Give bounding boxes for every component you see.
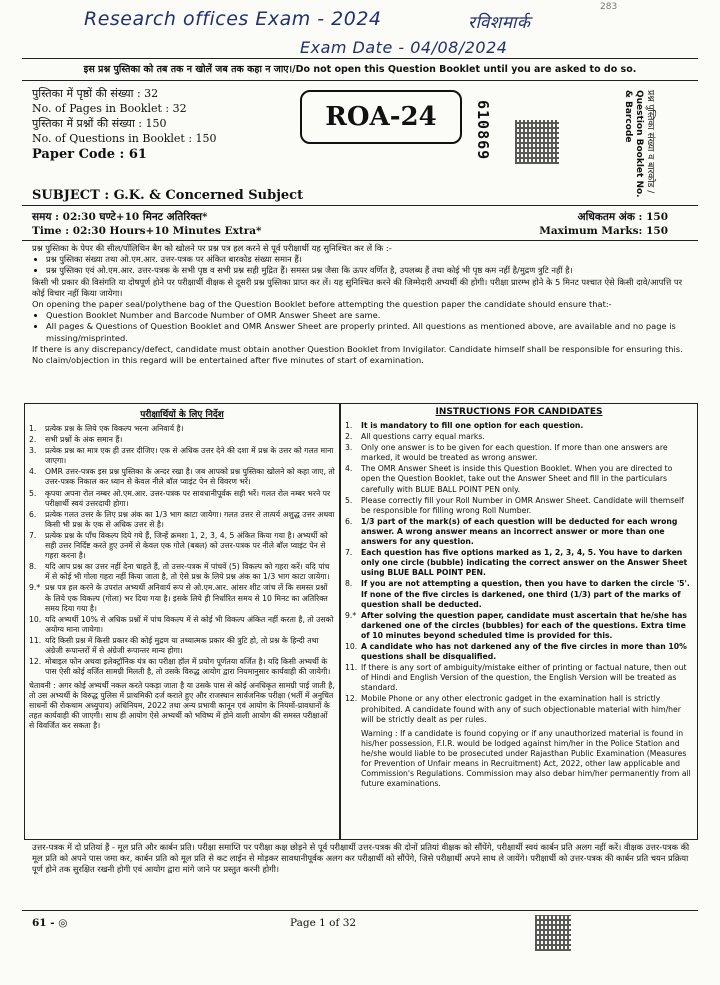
english-instruction-item-12 [345,694,691,724]
footer-rule [22,910,698,911]
questions-english: No. of Questions in Booklet : 150 [32,132,217,145]
hindi-instructions-list [25,424,339,677]
hindi-instruction-item-4 [29,467,335,487]
english-instruction-item-1 [345,421,691,431]
hindi-instruction-item-text: प्रत्येक प्रश्न के पाँच विकल्प दिये गये हैं, जिन्हें क्रमशः 1, 2, 3, 4, 5 अंकित किया गया है। अभ्यर्थी को सही उत्तर निर्दिष्ट करते हुए उनमें से केवल एक गोले (बबल) को उत्तर-पत्रक पर नीले बॉल प्वाइंट पेन से गहरा करना है। [45,530,328,561]
english-instruction-item-10 [345,642,691,662]
english-instruction-item-8 [345,579,691,609]
english-instructions-title: INSTRUCTIONS FOR CANDIDATES [435,407,603,417]
hindi-instructions-box [24,403,340,840]
hindi-instruction-item-number: 12. [29,657,42,667]
booklet-meta [32,86,217,162]
english-instruction-item-number: 3. [345,443,353,453]
hindi-instruction-item-7 [29,531,335,561]
hindi-instruction-item-text: यदि किसी प्रश्न में किसी प्रकार की कोई मुद्रण या तथ्यात्मक प्रकार की त्रुटि हो, तो प्रश्न के हिन्दी तथा अंग्रेजी रूपान्तरों में से अंग्रेजी रूपान्तर मान्य होगा। [45,635,319,655]
barcode-label-english: Question Booklet No. & Barcode [623,90,644,198]
english-instruction-item-4 [345,464,691,494]
english-instruction-item-text: After solving the question paper, candidate must ascertain that he/she has darkened one of the circles (bubbles) for each of the questions. Extra time of 10 minutes beyond scheduled time is provided for this. [361,610,687,640]
hindi-instruction-item-text: OMR उत्तर-पत्रक इस प्रश्न पुस्तिका के अन्दर रखा है। जब आपको प्रश्न पुस्तिका खोलने को कहा जाए, तो उत्तर-पत्रक निकाल कर ध्यान से केवल नीले बॉल प्वाइंट पेन से विवरण भरें। [45,467,335,487]
top-rule [22,58,698,59]
english-instructions-box [340,403,698,840]
english-instruction-item-number: 7. [345,548,353,558]
hindi-instruction-item-number: 6. [29,509,37,519]
hindi-instruction-item-10 [29,615,335,635]
english-instruction-item-number: 9.* [345,610,357,620]
hindi-instruction-item-text: प्रत्येक गलत उत्तर के लिए प्रश्न अंक का 1/3 भाग काटा जायेगा। गलत उत्तर से तात्पर्य अशुद्ध उत्तर अथवा किसी भी प्रश्न के एक से अधिक उत्तर से है। [45,509,335,529]
english-instruction-item-text: The OMR Answer Sheet is inside this Question Booklet. When you are directed to open the Question Booklet, take out the Answer Sheet and fill in the particulars carefully with BLUE BALL POINT PEN only. [361,464,673,494]
english-instruction-item-9 [345,611,691,641]
pre-bullet-english-2: • All pages & Questions of Question Booklet and OMR Answer Sheet are properly printed. All questions as mentioned above, are available and no page is missing/misprinted. [46,321,692,343]
pre-bullet-hindi-1: • प्रश्न पुस्तिका संख्या तथा ओ.एम.आर. उत्तर-पत्रक पर अंकित बारकोड संख्या समान हैं। [46,254,692,265]
hindi-instruction-item-number: 10. [29,614,42,624]
english-instruction-item-7 [345,548,691,578]
pre-intro-english: On opening the paper seal/polythene bag of the Question Booklet before attempting the question paper the candidate should ensure that:- [32,299,612,310]
english-instruction-item-text: Each question has five options marked as 1, 2, 3, 4, 5. You have to darken only one circle (bubble) indicating the correct answer on the Answer Sheet using BLUE BALL POINT PEN. [361,548,688,578]
hindi-instruction-item-text: यदि आप प्रश्न का उत्तर नहीं देना चाहते हैं, तो उत्तर-पत्रक में पांचवें (5) विकल्प को गहरा करें। यदि पांच में से कोई भी गोला गहरा नहीं किया जाता है, तो ऐसे प्रश्न के लिये प्रश्न अंक का 1/3 भाग काटा जायेगा। [45,562,330,582]
hindi-instructions-title: परीक्षार्थियों के लिए निर्देश [140,410,224,420]
time-english: Time : 02:30 Hours+10 Minutes Extra* [32,225,262,237]
pages-english: No. of Pages in Booklet : 32 [32,102,187,115]
booklet-number: 610869 [474,100,492,161]
time-rule [22,240,698,241]
english-instruction-item-text: It is mandatory to fill one option for each question. [361,421,584,430]
do-not-open-notice: इस प्रश्न पुस्तिका को तब तक न खोलें जब तक कहा न जाए।/Do not open this Question Booklet until you are asked to do so. [83,64,637,75]
english-instruction-item-number: 8. [345,579,353,589]
english-instruction-item-text: If there is any sort of ambiguity/mistake either of printing or factual nature, then out of Hindi and English Version of the question, the English Version will be treated as standard. [361,663,687,693]
notice-rule [22,80,698,81]
english-instruction-item-number: 6. [345,516,353,526]
barcode-label-hindi: प्रश्न पुस्तिका संख्या व बारकोड / [645,90,655,194]
hindi-instruction-item-text: मोबाइल फोन अथवा इलेक्ट्रॉनिक यंत्र का परीक्षा हॉल में प्रयोग पूर्णतया वर्जित है। यदि किसी अभ्यर्थी के पास ऐसी कोई वर्जित सामग्री मिलती है, तो उसके विरुद्ध आयोग द्वारा नियमानुसार कार्यवाही की जायेगी। [45,657,331,677]
pre-intro-hindi: प्रश्न पुस्तिका के पेपर की सील/पॉलिथिन बैग को खोलने पर प्रश्न पत्र हल करने से पूर्व परीक्षार्थी यह सुनिश्चित कर लें कि :- [32,243,392,253]
english-instruction-item-number: 1. [345,421,353,430]
english-instruction-item-number: 4. [345,464,353,474]
english-instructions-list [341,421,697,725]
carbon-copy-footnote: उत्तर-पत्रक में दो प्रतियां हैं - मूल प्रति और कार्बन प्रति। परीक्षा समाप्ति पर परीक्षा कक्ष छोड़ने से पूर्व परीक्षार्थी उत्तर-पत्रक की दोनों प्रतियां वीक्षक को सौंपेंगे, परीक्षार्थी स्वयं कार्बन प्रति अलग नहीं करें। वीक्षक उत्तर-पत्रक की मूल प्रति को अपने पास जमा कर, कार्बन प्रति को मूल प्रति से कट लाईन से मोड़कर सावधानीपूर्वक अलग कर परीक्षार्थी को सौंपेंगे, जिसे परीक्षार्थी अपने साथ ले जायेंगे। परीक्षार्थी को उत्तर-पत्रक की कार्बन प्रति चयन प्रक्रिया पूर्ण होने तक सुरक्षित रखनी होगी एवं आयोग द्वारा मांगे जाने पर प्रस्तुत करनी होगी। [32,842,690,875]
hindi-instruction-item-number: 7. [29,530,37,540]
marks-english: Maximum Marks: 150 [539,225,668,237]
english-instruction-item-number: 12. [345,694,358,704]
english-warning: Warning : If a candidate is found copying or if any unauthorized material is found in his/her possession, F.I.R. would be lodged against him/her in the Police Station and he/she would liable to be prosecuted under Rajasthan Public Examination (Measures for Prevention of Unfair means in Recruitment) Act, 2022, other law applicable and Commission's Regulations. Commission may also debar him/her permanently from all future examinations. [361,728,691,788]
time-hindi: समय : 02:30 घण्टे+10 मिनट अतिरिक्त* [32,211,208,223]
hindi-warning: चेतावनी : अगर कोई अभ्यर्थी नकल करते पकड़ा जाता है या उसके पास से कोई अनधिकृत सामग्री पाई जाती है, तो उस अभ्यर्थी के विरुद्ध पुलिस में प्राथमिकी दर्ज कराते हुए और राजस्थान सार्वजनिक परीक्षा (भर्ती में अनुचित साधनों की रोकथाम अध्युपाय) अधिनियम, 2022 तथा अन्य प्रभावी कानून एवं आयोग के नियमों-प्रावधानों के तहत कार्यवाही की जाएगी। साथ ही आयोग ऐसे अभ्यर्थी को भविष्य में होने वाली आयोग की समस्त परीक्षाओं से विवर्जित कर सकता है। [29,681,335,731]
footer-qr [535,915,571,951]
english-instruction-item-text: 1/3 part of the mark(s) of each question will be deducted for each wrong answer. A wrong answer means an incorrect answer or more than one answers for any question. [361,516,678,547]
english-instruction-item-2 [345,432,691,442]
hindi-instruction-item-number: 9.* [29,583,41,593]
booklet-code-box: ROA-24 [300,90,462,144]
hindi-instruction-item-text: सभी प्रश्नों के अंक समान हैं। [45,435,123,445]
barcode-label [622,90,655,200]
hindi-instruction-item-11 [29,636,335,656]
pre-bullet-english-1: • Question Booklet Number and Barcode Number of OMR Answer Sheet are same. [46,310,692,321]
hindi-instruction-item-number: 11. [29,635,42,645]
english-instruction-item-text: Mobile Phone or any other electronic gadget in the examination hall is strictly prohibited. A candidate found with any of such objectionable material with him/her will be strictly dealt as per rules. [361,694,681,724]
pre-para-hindi: किसी भी प्रकार की विसंगति या दोषपूर्ण होने पर परीक्षार्थी वीक्षक से दूसरी प्रश्न पुस्तिका प्राप्त कर लें। यह सुनिश्चित करने की जिम्मेदारी अभ्यर्थी की होगी। परीक्षा प्रारम्भ होने के 5 मिनट पश्चात ऐसे किसी दावे/आपत्ति पर कोई विचार नहीं किया जायेगा। [32,276,682,298]
hindi-instruction-item-number: 1. [29,424,37,433]
questions-hindi: पुस्तिका में प्रश्नों की संख्या : 150 [32,117,167,130]
english-instruction-item-11 [345,663,691,693]
english-instruction-item-text: Only one answer is to be given for each question. If more than one answers are marked, it would be treated as wrong answer. [361,443,668,463]
english-instruction-item-5 [345,496,691,516]
handwritten-exam-date: Exam Date - 04/08/2024 [300,38,508,57]
hindi-instruction-item-12 [29,657,335,677]
subject-line: SUBJECT : G.K. & Concerned Subject [32,188,304,203]
english-instruction-item-number: 11. [345,663,358,673]
english-instruction-item-text: All questions carry equal marks. [361,432,485,442]
hindi-instruction-item-number: 8. [29,562,37,572]
page-number-stamp: 283 [600,2,618,12]
english-instruction-item-text: Please correctly fill your Roll Number in OMR Answer Sheet. Candidate will themself be responsible for filling wrong Roll Number. [361,495,684,515]
footer-paper-code: 61 - ◎ [32,917,68,929]
english-instruction-item-text: A candidate who has not darkened any of the five circles in more than 10% questions shall be disqualified. [361,641,687,662]
hindi-instruction-item-number: 2. [29,435,37,445]
pages-hindi: पुस्तिका में पृष्ठों की संख्या : 32 [32,87,159,100]
hindi-instruction-item-2 [29,435,335,445]
hindi-instruction-item-3 [29,446,335,466]
paper-code: Paper Code : 61 [32,147,147,162]
hindi-instruction-item-8 [29,562,335,582]
hindi-instruction-item-1 [29,424,335,434]
handwritten-signature: रविशमार्क [468,13,531,33]
subject-rule [22,205,698,206]
hindi-instruction-item-number: 4. [29,467,37,477]
english-instruction-item-number: 2. [345,432,353,442]
hindi-instruction-item-text: कृपया अपना रोल नम्बर ओ.एम.आर. उत्तर-पत्रक पर सावधानीपूर्वक सही भरें। गलत रोल नम्बर भरने पर परीक्षार्थी स्वयं उत्तरदायी होगा। [45,488,331,508]
hindi-instruction-item-text: प्रत्येक प्रश्न के लिये एक विकल्प भरना अनिवार्य है। [45,424,184,433]
english-instruction-item-6 [345,517,691,547]
hindi-instruction-item-9 [29,583,335,613]
hindi-instruction-item-text: प्रत्येक प्रश्न का मात्र एक ही उत्तर दीजिए। एक से अधिक उत्तर देने की दशा में प्रश्न के उत्तर को गलत माना जाएगा। [45,446,334,466]
english-instruction-item-3 [345,443,691,463]
hindi-instruction-item-5 [29,489,335,509]
hindi-instruction-item-6 [29,510,335,530]
hindi-instruction-item-number: 5. [29,488,37,498]
barcode-qr [515,120,559,164]
marks-hindi: अधिकतम अंक : 150 [577,211,668,223]
handwritten-title: Research offices Exam - 2024 [84,8,382,30]
hindi-instruction-item-number: 3. [29,446,37,456]
pre-instructions [32,243,692,366]
english-instruction-item-text: If you are not attempting a question, then you have to darken the circle '5'. If none of the five circles is darkened, one third (1/3) part of the marks of question shall be deducted. [361,579,690,609]
footer-page-number: Page 1 of 32 [290,917,357,929]
hindi-instruction-item-text: प्रश्न पत्र हल करने के उपरांत अभ्यर्थी अनिवार्य रूप से ओ.एम.आर. आंसर शीट जांच लें कि समस्त प्रश्नों के लिये एक विकल्प (गोला) भर दिया गया है। इसके लिये ही निर्धारित समय से 10 मिनट का अतिरिक्त समय दिया गया है। [45,583,328,613]
pre-bullet-hindi-2: • प्रश्न पुस्तिका एवं ओ.एम.आर. उत्तर-पत्रक के सभी पृष्ठ व सभी प्रश्न सही मुद्रित हैं। समस्त प्रश्न जैसा कि ऊपर वर्णित है, उपलब्ध हैं तथा कोई भी पृष्ठ कम नहीं है/मुद्रण त्रुटि नहीं है। [46,265,692,276]
english-instruction-item-number: 10. [345,641,358,651]
english-instruction-item-number: 5. [345,495,353,505]
pre-para-english: If there is any discrepancy/defect, candidate must obtain another Question Booklet from Invigilator. Candidate himself shall be responsible for ensuring this. No claim/objection in this regard will be entertained after five minutes of start of examination. [32,343,683,366]
hindi-instruction-item-text: यदि अभ्यर्थी 10% से अधिक प्रश्नों में पांच विकल्प में से कोई भी विकल्प अंकित नहीं करता है, तो उसको अयोग्य माना जायेगा। [45,614,334,634]
